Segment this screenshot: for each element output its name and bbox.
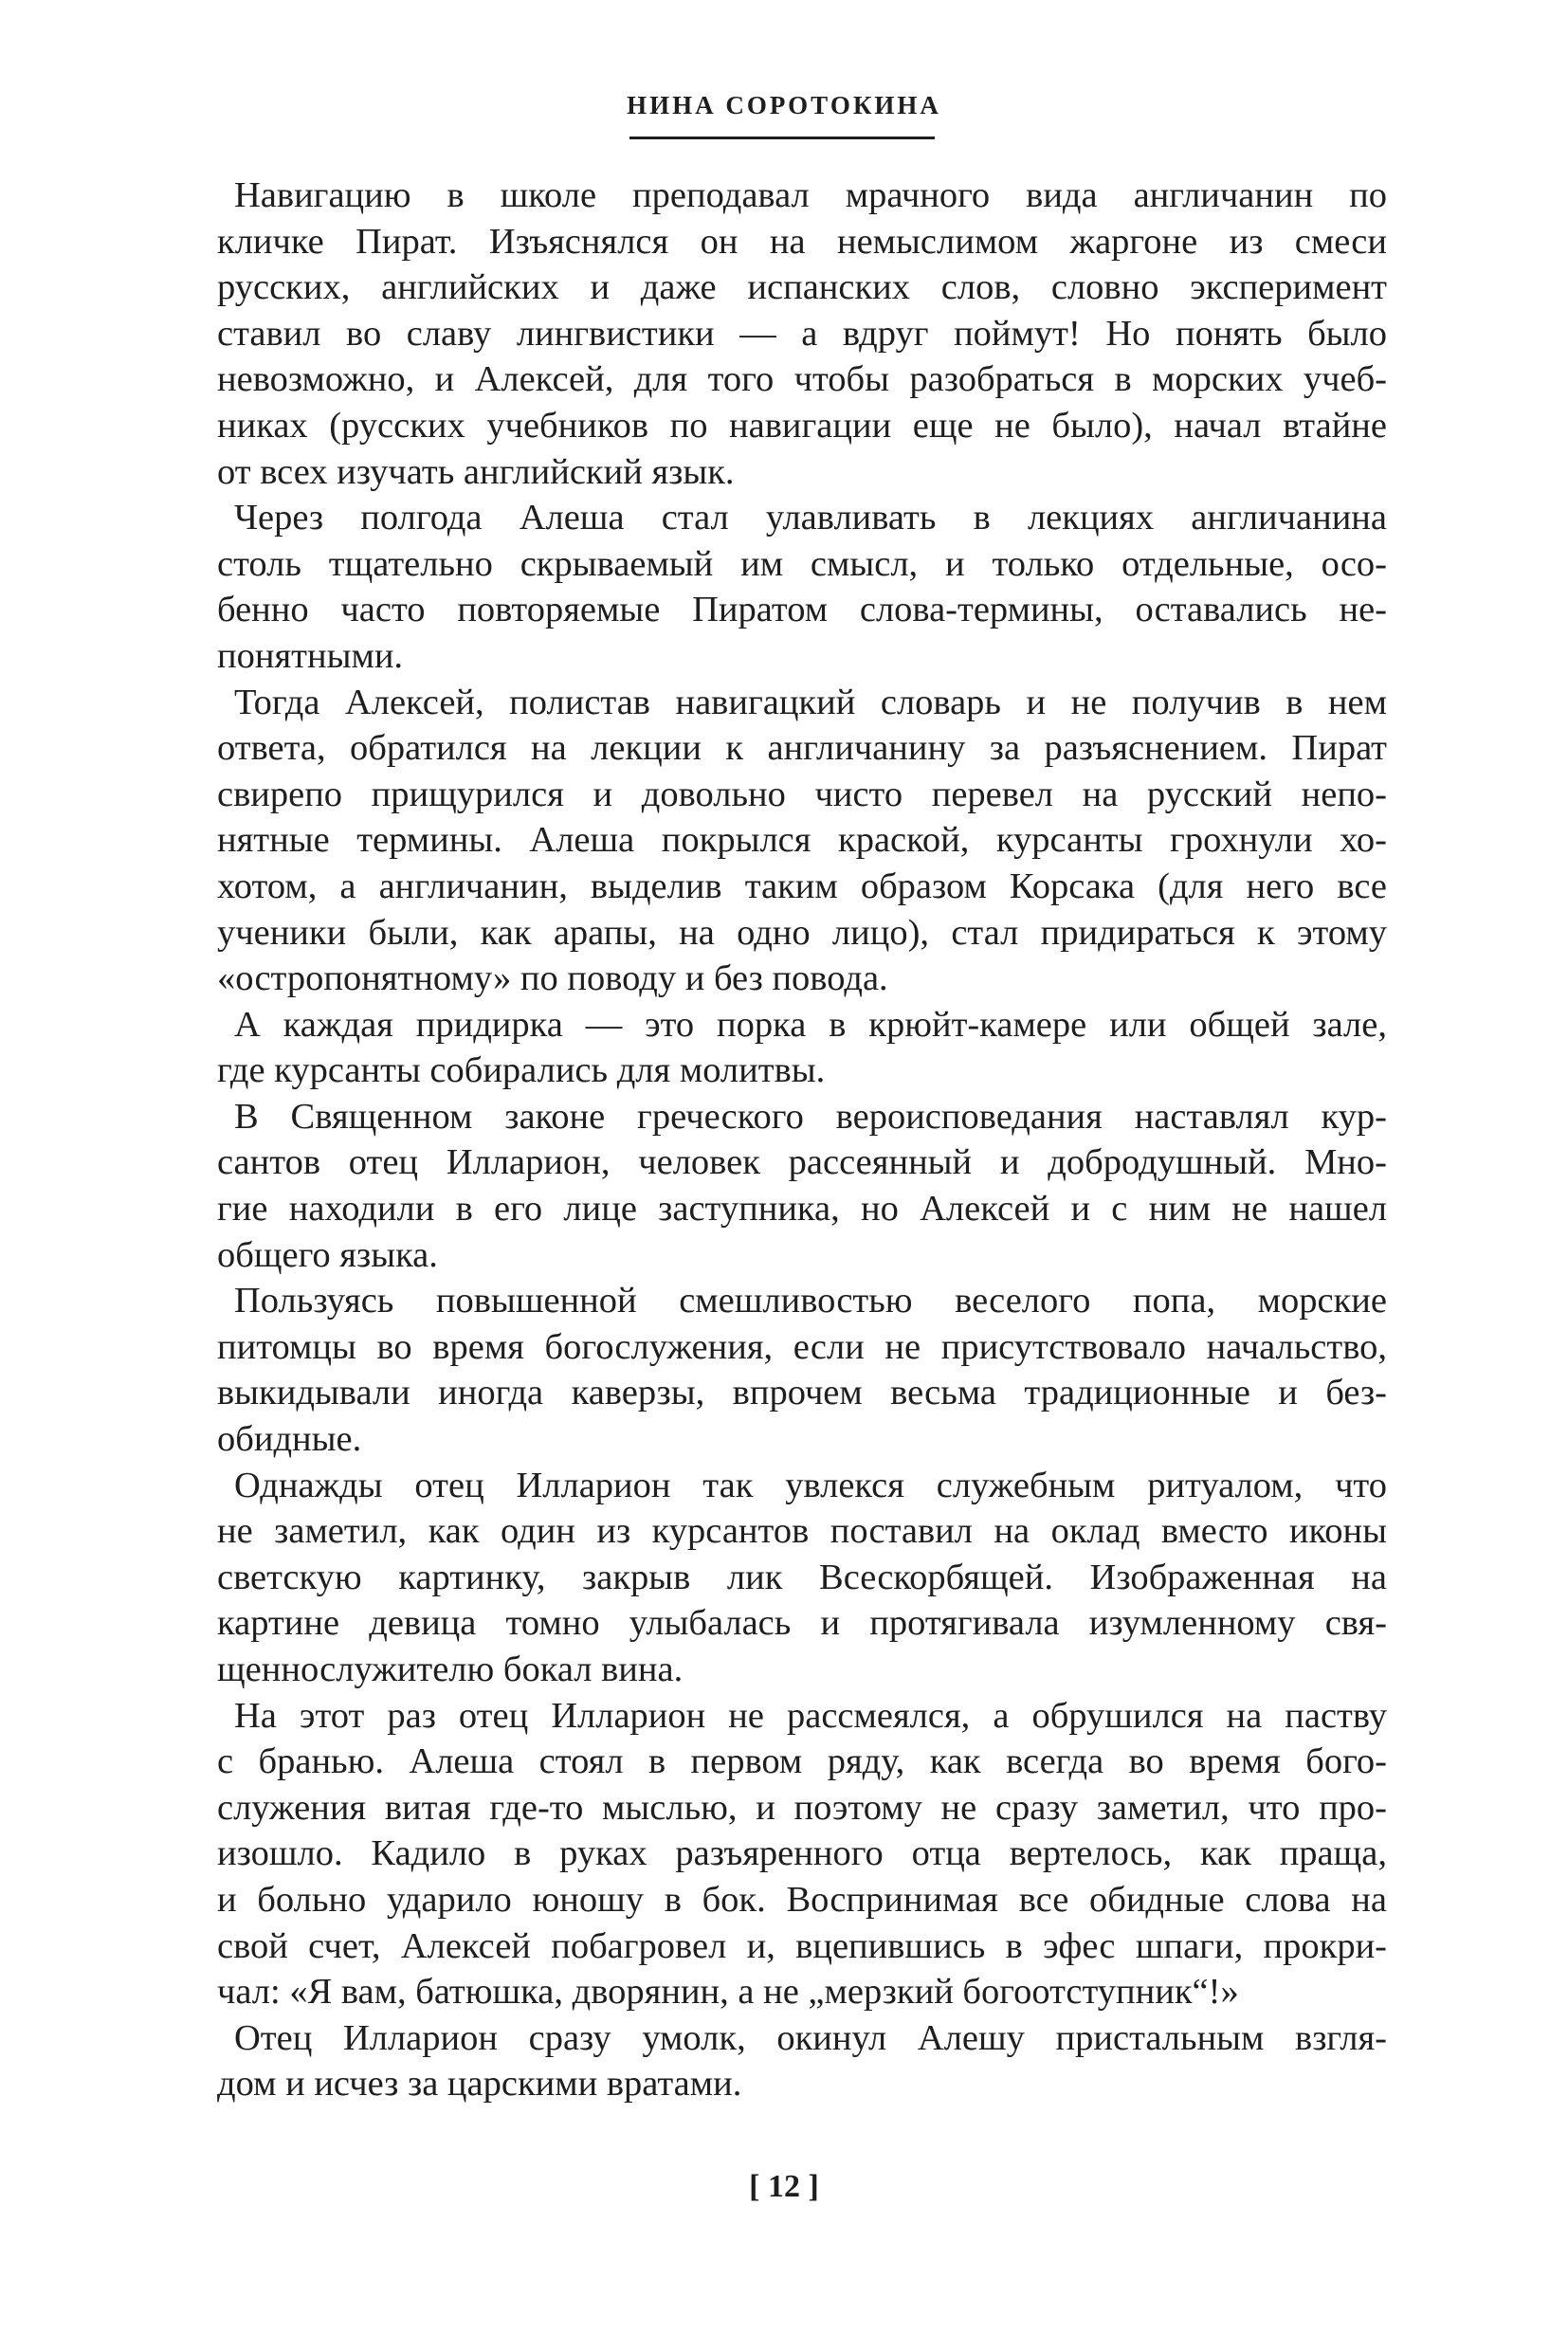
text-line: Через полгода Алеша стал улавливать в лекциях англичанина xyxy=(234,498,1387,538)
text-line: кличке Пират. Изъяснялся он на немыслимом жаргоне из смеси xyxy=(217,221,1387,262)
text-line: где курсанты собирались для молитвы. xyxy=(217,1050,826,1091)
running-head: НИНА СОРОТОКИНА xyxy=(627,91,941,119)
paragraph xyxy=(217,1693,1387,2015)
paragraph xyxy=(217,2015,1387,2107)
text-line: Отец Илларион сразу умолк, окинул Алешу пристальным взгля- xyxy=(234,2017,1387,2058)
text-line: никах (русских учебников по навигации еще не было), начал втайне xyxy=(217,405,1387,446)
text-line: сантов отец Илларион, человек рассеянный и добродушный. Мно- xyxy=(217,1142,1387,1183)
text-line: ответа, обратился на лекции к англичанину за разъяснением. Пират xyxy=(217,728,1387,769)
text-line: и больно ударило юношу в бок. Воспринимая все обидные слова на xyxy=(217,1879,1387,1920)
paragraph xyxy=(217,1278,1387,1462)
text-line: щеннослужителю бокал вина. xyxy=(217,1649,684,1689)
text-line: картине девица томно улыбалась и протягивала изумленному свя- xyxy=(217,1603,1387,1644)
text-line: служения витая где-то мыслью, и поэтому не сразу заметил, что про- xyxy=(217,1787,1387,1828)
text-line: не заметил, как один из курсантов поставил на оклад вместо иконы xyxy=(217,1511,1387,1552)
body-text xyxy=(217,173,1387,2107)
text-line: с бранью. Алеша стоял в первом ряду, как всегда во время бого- xyxy=(217,1741,1387,1782)
text-line: светскую картинку, закрыв лик Всескорбящей. Изображенная на xyxy=(217,1557,1387,1597)
text-line: ставил во славу лингвистики — а вдруг поймут! Но понять было xyxy=(217,313,1387,354)
text-line: нятные термины. Алеша покрылся краской, курсанты грохнули хо- xyxy=(217,820,1387,861)
page-number: [ 12 ] xyxy=(749,2169,819,2204)
text-line: Пользуясь повышенной смешливостью веселого попа, морские xyxy=(234,1281,1387,1321)
text-line: общего языка. xyxy=(217,1234,438,1275)
text-line: выкидывали иногда каверзы, впрочем весьма традиционные и без- xyxy=(217,1373,1387,1413)
text-line: от всех изучать английский язык. xyxy=(217,451,735,492)
text-line: ученики были, как арапы, на одно лицо), стал придираться к этому xyxy=(217,912,1387,953)
text-line: хотом, а англичанин, выделив таким образом Корсака (для него все xyxy=(217,866,1387,906)
text-line: чал: «Я вам, батюшка, дворянин, а не „мерзкий богоотступник“!» xyxy=(217,1972,1239,2013)
text-line: На этот раз отец Илларион не рассмеялся, а обрушился на паству xyxy=(234,1695,1387,1736)
text-line: обидные. xyxy=(217,1419,362,1460)
text-line: бенно часто повторяемые Пиратом слова-термины, оставались не- xyxy=(217,590,1387,630)
text-line: дом и исчез за царскими вратами. xyxy=(217,2064,742,2105)
paragraph xyxy=(217,1463,1387,1693)
header-rule xyxy=(629,137,935,139)
paragraph xyxy=(217,1094,1387,1278)
paragraph xyxy=(217,1002,1387,1094)
text-line: В Священном законе греческого вероисповедания наставлял кур- xyxy=(234,1096,1387,1137)
text-line: русских, английских и даже испанских слов, словно эксперимент xyxy=(217,267,1387,308)
paragraph xyxy=(217,173,1387,495)
paragraph xyxy=(217,495,1387,679)
text-line: столь тщательно скрываемый им смысл, и только отдельные, осо- xyxy=(217,543,1387,584)
text-line: Однажды отец Илларион так увлекся служебным ритуалом, что xyxy=(234,1465,1387,1505)
text-line: изошло. Кадило в руках разъяренного отца вертелось, как праща, xyxy=(217,1833,1387,1874)
text-line: понятными. xyxy=(217,635,404,676)
text-line: гие находили в его лице заступника, но Алексей и с ним не нашел xyxy=(217,1189,1387,1230)
text-line: свой счет, Алексей побагровел и, вцепившись в эфес шпаги, прокри- xyxy=(217,1925,1387,1966)
text-line: Навигацию в школе преподавал мрачного вида англичанин по xyxy=(234,175,1387,215)
text-line: свирепо прищурился и довольно чисто перевел на русский непо- xyxy=(217,774,1387,814)
text-line: питомцы во время богослужения, если не присутствовало начальство, xyxy=(217,1326,1387,1367)
text-line: «остропонятному» по поводу и без повода. xyxy=(217,958,888,999)
paragraph xyxy=(217,680,1387,1002)
text-line: невозможно, и Алексей, для того чтобы разобраться в морских учеб- xyxy=(217,359,1387,400)
text-line: Тогда Алексей, полистав навигацкий словарь и не получив в нем xyxy=(234,682,1387,722)
text-line: А каждая придирка — это порка в крюйт-камере или общей зале, xyxy=(234,1004,1387,1045)
